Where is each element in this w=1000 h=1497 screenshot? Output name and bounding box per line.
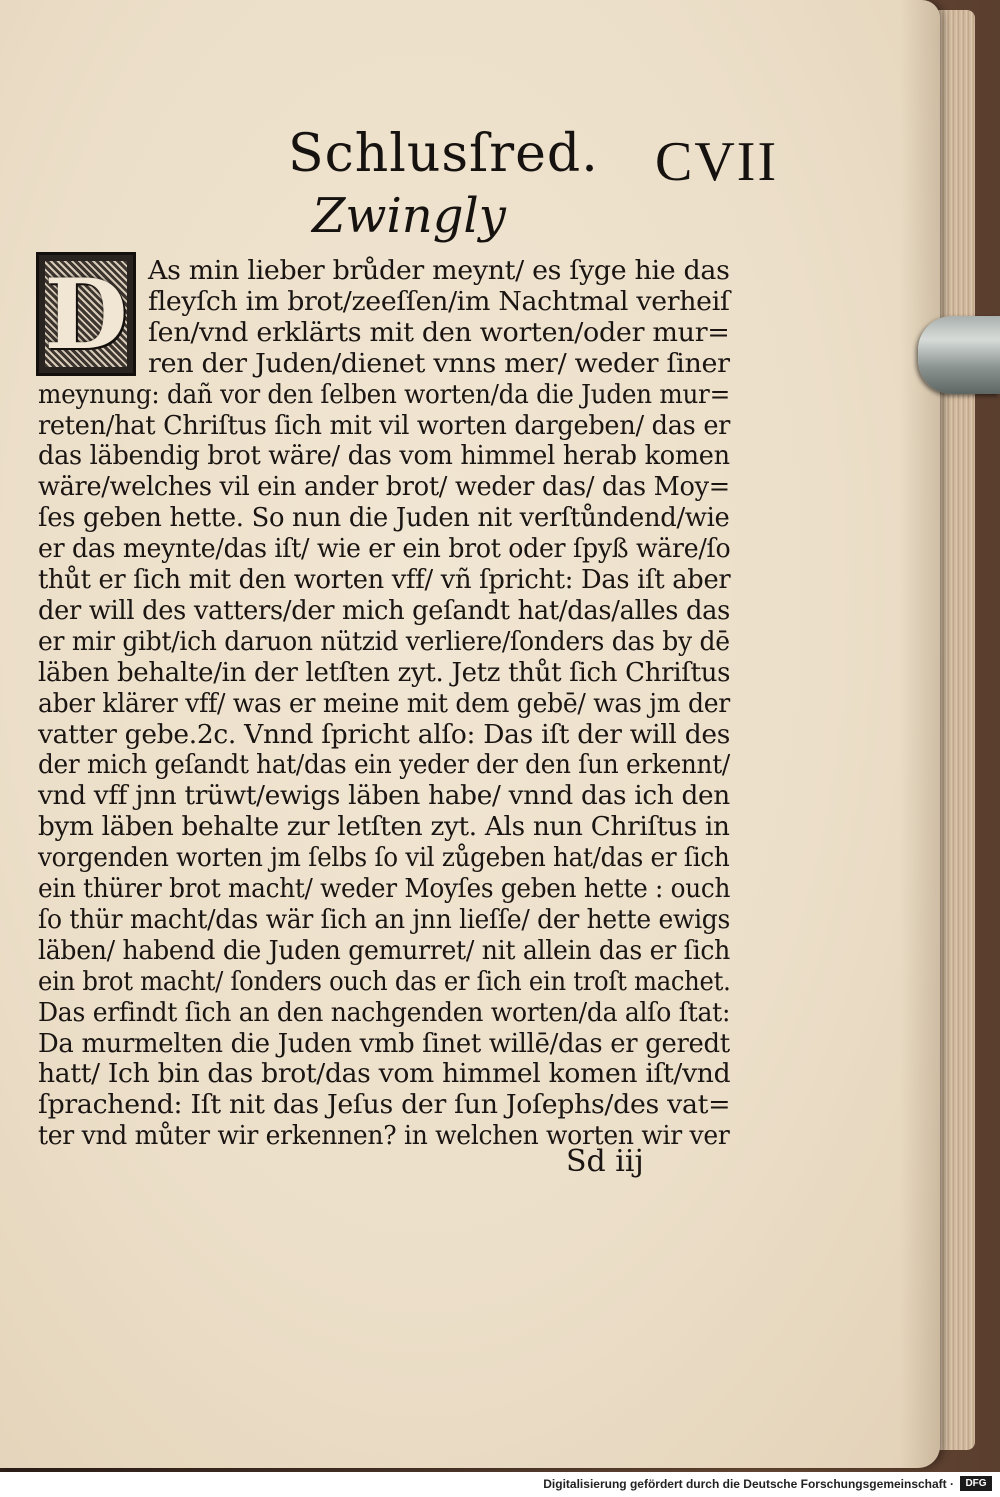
text-line: ein brot macht/ ſonders ouch das er ſich ein troſt machet. xyxy=(38,966,731,997)
text-line: hatt/ Ich bin das brot/das vom himmel komen iſt/vnd xyxy=(38,1059,731,1090)
footer-credit: Digitalisierung gefördert durch die Deutsche Forschungsgemeinschaft · xyxy=(543,1477,954,1491)
text-line: ſen/vnd erklärts mit den worten/oder mur= xyxy=(148,317,730,348)
decorated-initial xyxy=(36,252,136,376)
text-line: meynung: dañ vor den ſelben worten/da die Juden mur= xyxy=(38,379,730,410)
text-line: thůt er ſich mit den worten vff/ vñ ſpricht: Das iſt aber xyxy=(38,565,731,595)
text-line: das läbendig brot wäre/ das vom himmel herab komen xyxy=(38,441,730,472)
text-line: läben behalte/in der letſten zyt. Jetz thůt ſich Chriſtus xyxy=(38,657,731,688)
text-line: vnd vff jnn trüwt/ewigs läben habe/ vnnd das ich den xyxy=(38,781,730,812)
signature-mark: Sd iij xyxy=(566,1144,644,1179)
folio-number: CVII xyxy=(655,131,779,193)
text-line: wäre/welches vil ein ander brot/ weder das/ das Moy= xyxy=(38,472,730,503)
text-line: ſo thür macht/das wär ſich an jnn lieſſe/ der hette ewigs xyxy=(38,904,730,935)
speaker-heading: Zwingly xyxy=(312,188,506,244)
text-line: er das meynte/das iſt/ wie er ein brot oder ſpyß wäre/ſo xyxy=(38,534,731,565)
text-line: ein thürer brot macht/ weder Moyſes geben hette : ouch xyxy=(38,874,731,904)
text-line: vorgenden worten jm ſelbs ſo vil zůgeben hat/das er ſich xyxy=(38,843,730,874)
text-line: ter vnd můter wir erkennen? in welchen worten wir ver xyxy=(38,1121,730,1152)
text-line: As min lieber brůder meynt/ es ſyge hie das xyxy=(148,256,730,286)
dfg-logo: DFG xyxy=(960,1476,992,1491)
text-line: ren der Juden/dienet vnns mer/ weder ſiner xyxy=(148,348,730,379)
text-line: Das erfindt ſich an den nachgenden worten/da alſo ſtat: xyxy=(38,997,731,1028)
initial-letter: D xyxy=(44,257,128,371)
text-line: aber klärer vff/ was er meine mit dem gebē/ was jm der xyxy=(38,688,730,719)
text-line: ſes geben hette. So nun die Juden nit verſtůndend/wie xyxy=(38,503,730,534)
running-title: Schlusſred. xyxy=(288,124,599,184)
text-line: fleyſch im brot/zeeſſen/im Nachtmal verheiſ xyxy=(148,286,730,317)
text-line: reten/hat Chriſtus ſich mit vil worten dargeben/ das er xyxy=(38,410,731,441)
text-line: ſprachend: Iſt nit das Jeſus der ſun Joſephs/des vat= xyxy=(38,1090,731,1121)
metal-clip xyxy=(918,316,1000,394)
text-line: der will des vatters/der mich geſandt hat/das/alles das xyxy=(38,595,731,626)
footer-bar xyxy=(0,1472,1000,1497)
text-line: der mich geſandt hat/das ein yeder der den ſun erkennt/ xyxy=(38,750,730,781)
text-line: bym läben behalte zur letſten zyt. Als nun Chriſtus in xyxy=(38,812,730,843)
text-line: er mir gibt/ich daruon nützid verliere/ſonders das by dē xyxy=(38,626,730,657)
text-line: läben/ habend die Juden gemurret/ nit allein das er ſich xyxy=(38,935,731,966)
text-line: vatter gebe.2c. Vnnd ſpricht alſo: Das iſt der will des xyxy=(38,719,731,750)
text-line: Da murmelten die Juden vmb ſinet willē/das er geredt xyxy=(38,1028,730,1059)
